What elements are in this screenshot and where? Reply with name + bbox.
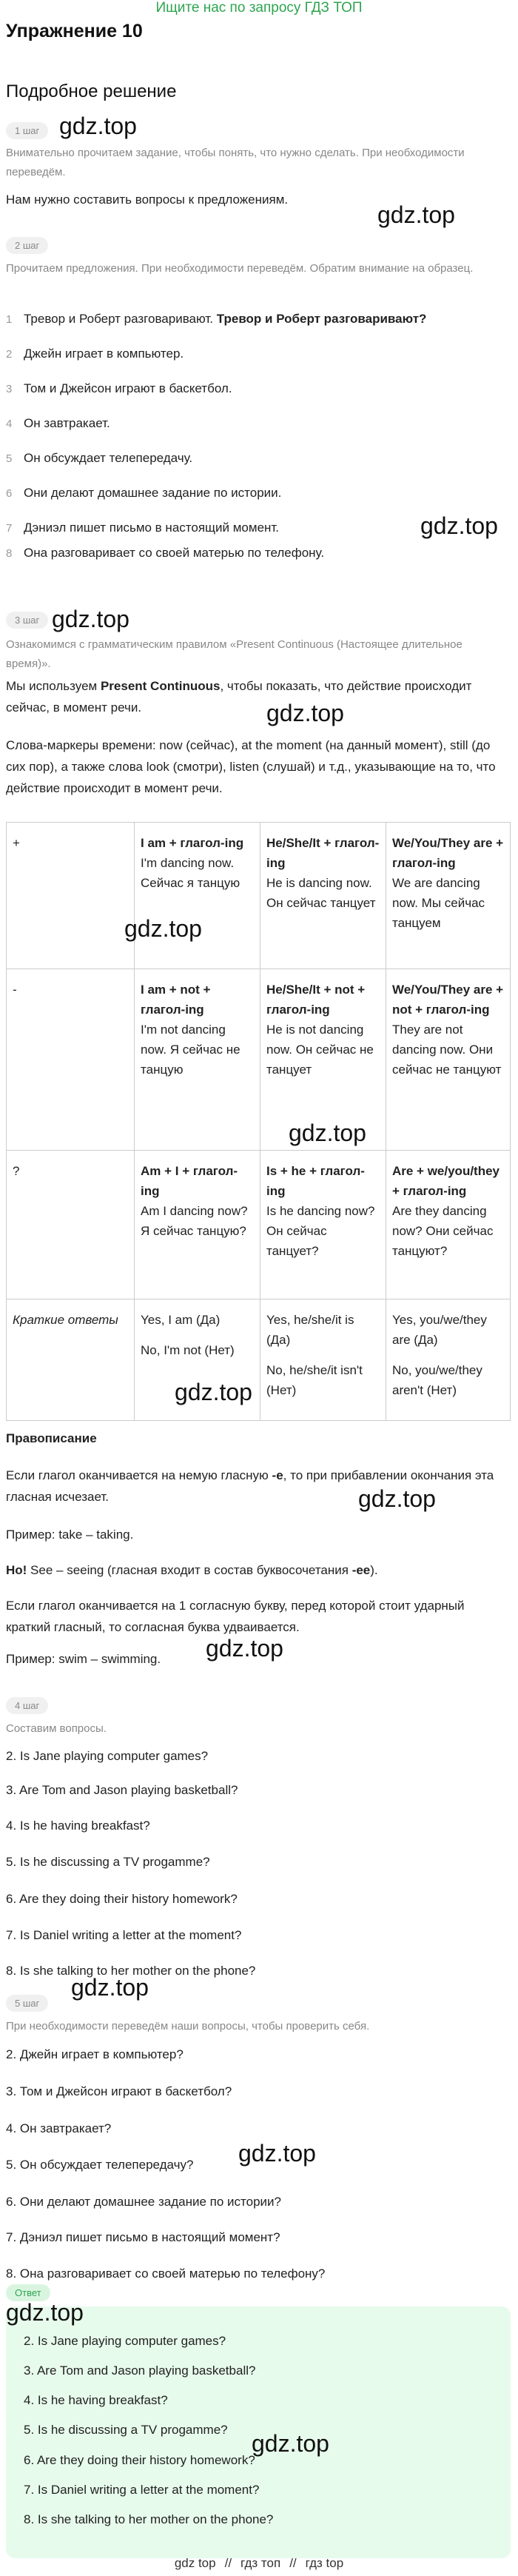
watermark: gdz.top — [238, 2140, 316, 2167]
step-hint: Внимательно прочитаем задание, чтобы понять, что нужно сделать. При необходимости переведём. — [6, 147, 465, 178]
watermark: gdz.top — [252, 2430, 329, 2457]
watermark: gdz.top — [6, 2299, 84, 2326]
table-cell: Yes, he/she/it is (Да) No, he/she/it isn't (Нет) — [260, 1299, 386, 1421]
step-badge: 2 шаг — [6, 237, 48, 254]
answer-item: 3. Are Tom and Jason playing basketball? — [24, 2363, 256, 2378]
list-item: 4. Он завтракает? — [6, 2121, 112, 2135]
step-badge: 3 шаг — [6, 612, 48, 629]
answer-item: 6. Are they doing their history homework? — [24, 2453, 255, 2467]
step-hint: При необходимости переведём наши вопросы, чтобы проверить себя. — [6, 2020, 370, 2033]
watermark: gdz.top — [206, 1635, 283, 1662]
spelling-note: Но! See – seeing (гласная входит в состав буквосочетания -ee). — [6, 1563, 378, 1577]
spelling-paragraph: Если глагол оканчивается на 1 согласную букву, перед которой стоит ударный краткий гласный, то согласная буква удваивается. — [6, 1599, 465, 1634]
watermark: gdz.top — [124, 915, 202, 942]
watermark: gdz.top — [175, 1379, 252, 1405]
list-item: 8. Она разговаривает со своей матерью по телефону? — [6, 2266, 326, 2281]
list-item: 5 Он обсуждает телепередачу. — [6, 451, 193, 465]
rule-paragraph: Мы используем Present Continuous, чтобы показать, что действие происходит сейчас, в момент речи. — [6, 679, 472, 715]
answer-item: 7. Is Daniel writing a letter at the moment? — [24, 2483, 260, 2497]
list-item: 3. Are Tom and Jason playing basketball? — [6, 1783, 238, 1797]
watermark: gdz.top — [59, 113, 137, 139]
footer-link[interactable]: гдз топ — [240, 2556, 281, 2570]
list-item: 6. Are they doing their history homework? — [6, 1892, 238, 1906]
list-item: 1 Тревор и Роберт разговаривают. Тревор и Роберт разговаривают? — [6, 312, 427, 326]
table-cell: Is + he + глагол-ing Is he dancing now? Он сейчас танцует? — [260, 1151, 386, 1299]
step-hint: Ознакомимся с грамматическим правилом «Present Continuous (Настоящее длительное время)». — [6, 638, 462, 670]
row-label: + — [7, 823, 135, 969]
watermark: gdz.top — [71, 1974, 149, 2001]
section-title: Подробное решение — [6, 81, 177, 101]
footer-link[interactable]: gdz top — [174, 2556, 216, 2570]
table-cell: I am + not + глагол-ing I'm not dancing now. Я сейчас не танцую — [135, 969, 260, 1151]
watermark: gdz.top — [289, 1120, 366, 1146]
spelling-example: Пример: take – taking. — [6, 1528, 134, 1542]
table-cell: Are + we/you/they + глагол-ing Are they dancing now? Они сейчас танцуют? — [386, 1151, 510, 1299]
list-item: 6 Они делают домашнее задание по истории. — [6, 486, 282, 500]
answer-item: 5. Is he discussing a TV progamme? — [24, 2423, 228, 2437]
table-cell: We/You/They are + not + глагол-ing They are not dancing now. Они сейчас не танцуют — [386, 969, 510, 1151]
spelling-title: Правописание — [6, 1431, 97, 1445]
grammar-table — [6, 822, 511, 1421]
list-item: 3 Том и Джейсон играют в баскетбол. — [6, 381, 232, 395]
answer-item: 2. Is Jane playing computer games? — [24, 2334, 226, 2348]
list-item: 2. Is Jane playing computer games? — [6, 1749, 209, 1763]
row-label: Краткие ответы — [7, 1299, 135, 1421]
watermark: gdz.top — [52, 606, 130, 632]
list-item: 2. Джейн играет в компьютер? — [6, 2047, 184, 2061]
table-cell: Yes, you/we/they are (Да) No, you/we/they aren't (Нет) — [386, 1299, 510, 1421]
table-row — [7, 969, 511, 1151]
step-badge: 4 шаг — [6, 1697, 48, 1714]
row-label: - — [7, 969, 135, 1151]
table-cell: We/You/They are + глагол-ing We are dancing now. Мы сейчас танцуем — [386, 823, 510, 969]
watermark: gdz.top — [377, 201, 455, 228]
list-item: 5. Is he discussing a TV progamme? — [6, 1855, 210, 1869]
answer-item: 4. Is he having breakfast? — [24, 2393, 168, 2407]
list-item: 7 Дэниэл пишет письмо в настоящий момент. — [6, 521, 280, 535]
top-search-link[interactable]: Ищите нас по запросу ГДЗ ТОП — [155, 0, 363, 16]
step-hint: Составим вопросы. — [6, 1722, 107, 1735]
footer-links: gdz top // гдз топ // гдз top — [174, 2556, 344, 2570]
list-item: 7. Дэниэл пишет письмо в настоящий момент? — [6, 2230, 280, 2244]
list-item: 3. Том и Джейсон играют в баскетбол? — [6, 2084, 232, 2098]
list-item: 7. Is Daniel writing a letter at the moment? — [6, 1928, 242, 1942]
spelling-paragraph: Если глагол оканчивается на немую гласную -e, то при прибавлении окончания эта гласная исчезает. — [6, 1468, 494, 1504]
list-item: 5. Он обсуждает телепередачу? — [6, 2158, 194, 2172]
spelling-example: Пример: swim – swimming. — [6, 1652, 161, 1666]
answer-item: 8. Is she talking to her mother on the phone? — [24, 2512, 274, 2526]
answer-badge: Ответ — [6, 2284, 50, 2301]
table-cell: He/She/It + глагол-ing He is dancing now. Он сейчас танцует — [260, 823, 386, 969]
table-cell: Am + I + глагол-ing Am I dancing now? Я сейчас танцую? — [135, 1151, 260, 1299]
list-item: 8 Она разговаривает со своей матерью по телефону. — [6, 546, 325, 560]
step-badge: 1 шаг — [6, 122, 48, 139]
step-text: Нам нужно составить вопросы к предложениям. — [6, 193, 289, 207]
list-item: 6. Они делают домашнее задание по истории? — [6, 2195, 281, 2209]
rule-paragraph: Слова-маркеры времени: now (сейчас), at the moment (на данный момент), still (до сих пор), а также слова look (смотри), listen (слушай) и т.д., указывающие на то, что действие происходит в момент речи. — [6, 738, 496, 795]
table-cell: He/She/It + not + глагол-ing He is not dancing now. Он сейчас не танцует — [260, 969, 386, 1151]
step-badge: 5 шаг — [6, 1995, 48, 2012]
list-item: 4. Is he having breakfast? — [6, 1819, 150, 1833]
watermark: gdz.top — [358, 1485, 436, 1512]
table-cell: I am + глагол-ing I'm dancing now. Сейчас я танцую — [135, 823, 260, 969]
watermark: gdz.top — [420, 512, 498, 539]
table-cell: Yes, I am (Да) No, I'm not (Нет) — [135, 1299, 260, 1421]
table-row — [7, 1299, 511, 1421]
footer-link[interactable]: гдз top — [305, 2556, 344, 2570]
page-title: Упражнение 10 — [6, 21, 143, 41]
table-row — [7, 823, 511, 969]
row-label: ? — [7, 1151, 135, 1299]
table-row — [7, 1151, 511, 1299]
list-item: 4 Он завтракает. — [6, 416, 110, 430]
list-item: 2 Джейн играет в компьютер. — [6, 347, 184, 361]
step-hint: Прочитаем предложения. При необходимости переведём. Обратим внимание на образец. — [6, 262, 474, 275]
watermark: gdz.top — [266, 700, 344, 726]
list-item: 8. Is she talking to her mother on the phone? — [6, 1964, 256, 1978]
